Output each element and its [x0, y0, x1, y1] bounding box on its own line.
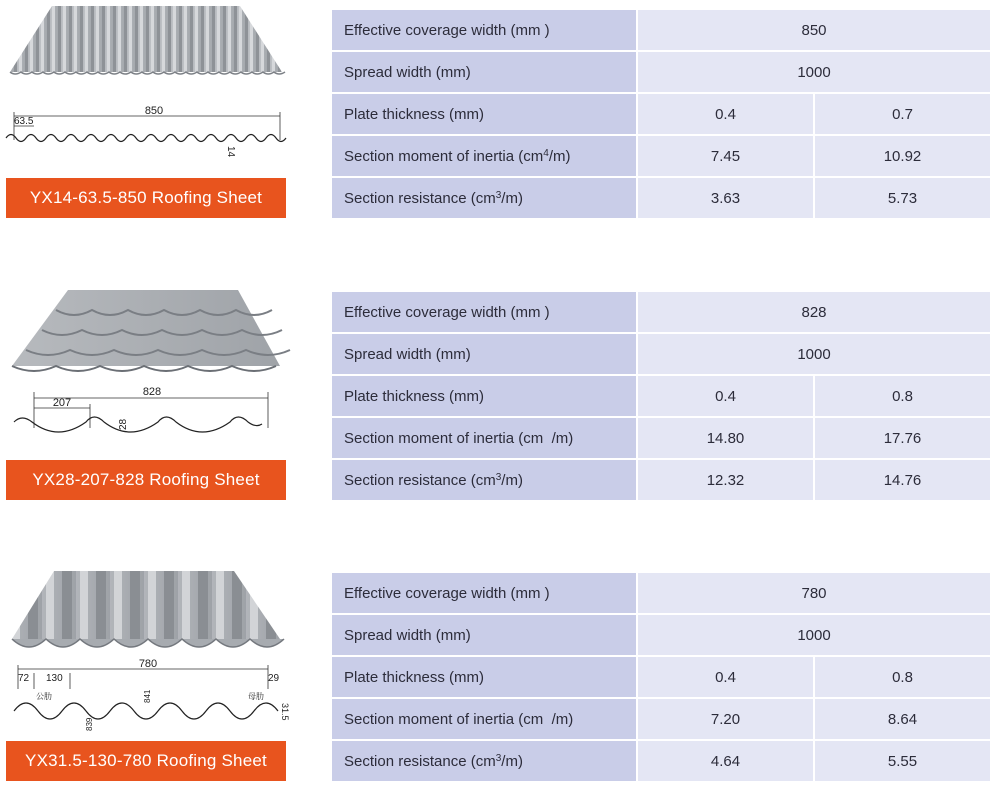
- label-coverage: Effective coverage width (mm ): [331, 572, 637, 614]
- label-inertia: Section moment of inertia (cm /m): [331, 417, 637, 459]
- label-inertia: Section moment of inertia (cm /m): [331, 698, 637, 740]
- row-spread: [331, 51, 991, 93]
- label-resistance: Section resistance $(cm^3/m)$: [331, 459, 637, 501]
- row-thickness: [331, 375, 991, 417]
- value-thickness-a: 0.4: [637, 375, 814, 417]
- value-resistance-b: 5.55: [814, 740, 991, 782]
- spec-table: [330, 8, 992, 220]
- roofing-sheet-photo: [8, 286, 284, 376]
- dim-height: 31.5: [280, 703, 290, 721]
- row-coverage: [331, 9, 991, 51]
- label-coverage: Effective coverage width (mm ): [331, 291, 637, 333]
- value-spread: 1000: [637, 51, 991, 93]
- label-coverage: Effective coverage width (mm ): [331, 9, 637, 51]
- value-resistance-a: 4.64: [637, 740, 814, 782]
- product-yx14: [0, 0, 1000, 222]
- dim-height: 14: [225, 146, 236, 158]
- row-coverage: [331, 572, 991, 614]
- product-title: YX14-63.5-850 Roofing Sheet: [6, 178, 286, 218]
- row-inertia: [331, 417, 991, 459]
- value-spread: 1000: [637, 333, 991, 375]
- value-coverage: 780: [637, 572, 991, 614]
- profile-drawing: [4, 96, 288, 174]
- row-inertia: [331, 135, 991, 177]
- label-thickness: Plate thickness (mm): [331, 375, 637, 417]
- dim-pitch: 63.5: [14, 116, 34, 127]
- dim-pitch: 130: [46, 673, 63, 684]
- profile-drawing: [4, 378, 288, 456]
- dim-total: 850: [144, 105, 164, 117]
- row-resistance: [331, 459, 991, 501]
- label-spread: Spread width (mm): [331, 333, 637, 375]
- profile-drawing: [4, 659, 288, 737]
- product-yx31: [0, 563, 1000, 785]
- female-rib-label: 母肋: [248, 692, 264, 701]
- value-inertia-b: 10.92: [814, 135, 991, 177]
- dim-right-edge: 29: [268, 673, 280, 684]
- product-title: YX28-207-828 Roofing Sheet: [6, 460, 286, 500]
- spec-table: [330, 571, 992, 783]
- label-spread: Spread width (mm): [331, 614, 637, 656]
- value-inertia-b: 17.76: [814, 417, 991, 459]
- label-thickness: Plate thickness (mm): [331, 656, 637, 698]
- dim-pitch: 207: [52, 397, 72, 409]
- row-spread: [331, 333, 991, 375]
- product-title: YX31.5-130-780 Roofing Sheet: [6, 741, 286, 781]
- row-thickness: [331, 93, 991, 135]
- rib-b: 841: [143, 689, 152, 703]
- row-inertia: [331, 698, 991, 740]
- label-spread: Spread width (mm): [331, 51, 637, 93]
- value-inertia-a: 14.80: [637, 417, 814, 459]
- row-thickness: [331, 656, 991, 698]
- row-resistance: [331, 177, 991, 219]
- dim-total: 828: [142, 386, 162, 398]
- label-resistance: Section resistance $(cm^3/m)$: [331, 177, 637, 219]
- value-coverage: 828: [637, 291, 991, 333]
- value-resistance-a: 12.32: [637, 459, 814, 501]
- value-resistance-a: 3.63: [637, 177, 814, 219]
- value-spread: 1000: [637, 614, 991, 656]
- value-thickness-b: 0.7: [814, 93, 991, 135]
- label-thickness: Plate thickness (mm): [331, 93, 637, 135]
- spec-table: [330, 290, 992, 502]
- value-resistance-b: 5.73: [814, 177, 991, 219]
- product-yx28: [0, 282, 1000, 504]
- male-rib-label: 公肋: [36, 692, 52, 701]
- roofing-sheet-photo: [8, 567, 284, 657]
- row-spread: [331, 614, 991, 656]
- dim-left-edge: 72: [18, 673, 30, 684]
- value-thickness-a: 0.4: [637, 93, 814, 135]
- label-resistance: Section resistance $(cm^3/m)$: [331, 740, 637, 782]
- value-inertia-b: 8.64: [814, 698, 991, 740]
- row-resistance: [331, 740, 991, 782]
- dim-height: 28: [118, 418, 129, 430]
- value-inertia-a: 7.45: [637, 135, 814, 177]
- value-thickness-b: 0.8: [814, 656, 991, 698]
- label-inertia: Section moment of inertia $(cm^4/m)$: [331, 135, 637, 177]
- value-thickness-b: 0.8: [814, 375, 991, 417]
- dim-total: 780: [138, 658, 158, 670]
- roofing-sheet-photo: [8, 4, 284, 94]
- row-coverage: [331, 291, 991, 333]
- rib-a: 839: [85, 717, 94, 731]
- value-thickness-a: 0.4: [637, 656, 814, 698]
- value-coverage: 850: [637, 9, 991, 51]
- value-resistance-b: 14.76: [814, 459, 991, 501]
- value-inertia-a: 7.20: [637, 698, 814, 740]
